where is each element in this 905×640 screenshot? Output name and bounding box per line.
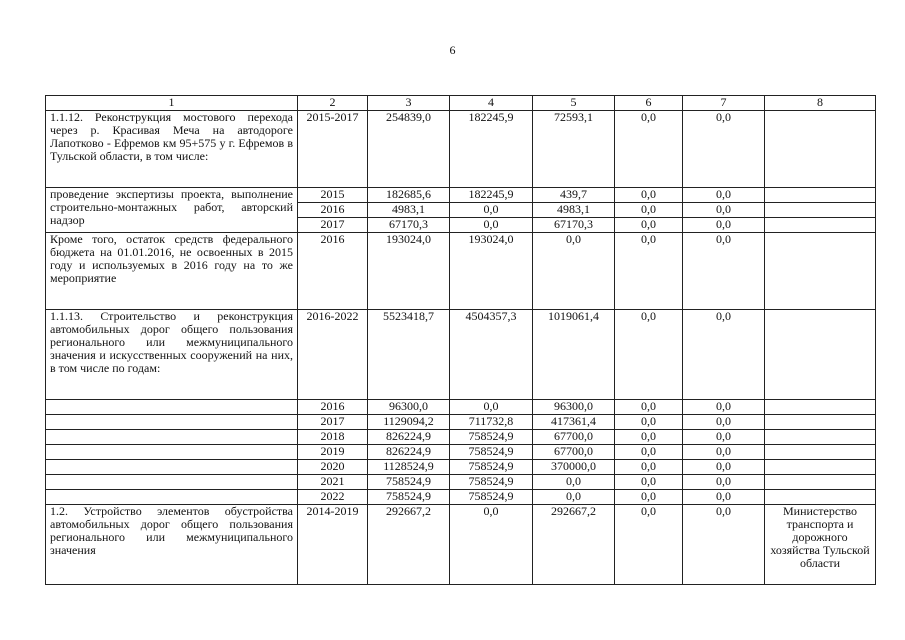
value-cell: 0,0: [615, 475, 683, 490]
value-cell: 0,0: [615, 400, 683, 415]
period-cell: 2017: [298, 415, 368, 430]
header-cell-6: 6: [615, 96, 683, 111]
value-cell: 4983,1: [533, 203, 615, 218]
header-cell-5: 5: [533, 96, 615, 111]
value-cell: 182245,9: [450, 111, 533, 188]
executor-cell: [765, 400, 876, 415]
header-cell-8: 8: [765, 96, 876, 111]
value-cell: 193024,0: [368, 233, 450, 310]
period-cell: 2020: [298, 460, 368, 475]
value-cell: 758524,9: [368, 490, 450, 505]
value-cell: 0,0: [450, 400, 533, 415]
value-cell: 96300,0: [533, 400, 615, 415]
value-cell: 758524,9: [450, 475, 533, 490]
value-cell: 0,0: [683, 430, 765, 445]
value-cell: 67170,3: [533, 218, 615, 233]
value-cell: 292667,2: [368, 505, 450, 585]
value-cell: 0,0: [533, 490, 615, 505]
budget-table: [45, 95, 876, 585]
value-cell: 0,0: [615, 310, 683, 400]
period-cell: 2018: [298, 430, 368, 445]
table-row: [46, 460, 876, 475]
value-cell: 67170,3: [368, 218, 450, 233]
value-cell: 292667,2: [533, 505, 615, 585]
executor-cell: [765, 310, 876, 400]
executor-cell: [765, 475, 876, 490]
value-cell: 439,7: [533, 188, 615, 203]
value-cell: 758524,9: [368, 475, 450, 490]
value-cell: 417361,4: [533, 415, 615, 430]
value-cell: 182245,9: [450, 188, 533, 203]
executor-cell: [765, 203, 876, 218]
period-cell: 2022: [298, 490, 368, 505]
header-cell-4: 4: [450, 96, 533, 111]
value-cell: 0,0: [615, 218, 683, 233]
value-cell: 0,0: [683, 505, 765, 585]
value-cell: 0,0: [615, 188, 683, 203]
value-cell: 0,0: [683, 233, 765, 310]
period-cell: 2016: [298, 203, 368, 218]
page-number: 6: [449, 43, 456, 57]
executor-cell: [765, 111, 876, 188]
row-description: [46, 445, 298, 460]
table-row: [46, 445, 876, 460]
value-cell: 758524,9: [450, 460, 533, 475]
value-cell: 711732,8: [450, 415, 533, 430]
value-cell: 826224,9: [368, 430, 450, 445]
table-row: [46, 188, 876, 203]
value-cell: 0,0: [615, 505, 683, 585]
period-cell: 2015-2017: [298, 111, 368, 188]
value-cell: 72593,1: [533, 111, 615, 188]
value-cell: 0,0: [683, 111, 765, 188]
value-cell: 254839,0: [368, 111, 450, 188]
period-cell: 2014-2019: [298, 505, 368, 585]
table-row: [46, 505, 876, 585]
table-row: [46, 475, 876, 490]
value-cell: 193024,0: [450, 233, 533, 310]
executor-cell: [765, 430, 876, 445]
table-row: [46, 310, 876, 400]
table-row: [46, 111, 876, 188]
value-cell: 370000,0: [533, 460, 615, 475]
period-cell: 2016: [298, 233, 368, 310]
value-cell: 758524,9: [450, 490, 533, 505]
value-cell: 0,0: [615, 460, 683, 475]
value-cell: 1019061,4: [533, 310, 615, 400]
row-description: 1.1.13. Строительство и реконструкция автомобильных дорог общего пользования регионального или межмуниципального значения и искусственных сооружений на них, в том числе по годам:: [46, 310, 298, 400]
value-cell: 67700,0: [533, 445, 615, 460]
executor-cell: [765, 490, 876, 505]
value-cell: 0,0: [683, 460, 765, 475]
executor-cell: [765, 188, 876, 203]
value-cell: 0,0: [615, 415, 683, 430]
value-cell: 0,0: [683, 203, 765, 218]
table-row: [46, 233, 876, 310]
row-description: [46, 490, 298, 505]
value-cell: 0,0: [683, 445, 765, 460]
row-description: [46, 430, 298, 445]
executor-cell: [765, 415, 876, 430]
value-cell: 0,0: [683, 188, 765, 203]
value-cell: 0,0: [683, 400, 765, 415]
value-cell: 0,0: [615, 111, 683, 188]
row-description: [46, 460, 298, 475]
row-description: [46, 400, 298, 415]
period-cell: 2015: [298, 188, 368, 203]
value-cell: 0,0: [533, 475, 615, 490]
period-cell: 2016: [298, 400, 368, 415]
executor-cell: [765, 445, 876, 460]
value-cell: 0,0: [615, 203, 683, 218]
executor-cell: [765, 218, 876, 233]
header-cell-7: 7: [683, 96, 765, 111]
value-cell: 0,0: [450, 218, 533, 233]
value-cell: 4983,1: [368, 203, 450, 218]
value-cell: 1128524,9: [368, 460, 450, 475]
executor-cell: [765, 460, 876, 475]
row-description: 1.1.12. Реконструкция мостового перехода через р. Красивая Меча на автодороге Лапотково - Ефремов км 95+575 у г. Ефремов в Тульской области, в том числе:: [46, 111, 298, 188]
value-cell: 0,0: [450, 203, 533, 218]
value-cell: 0,0: [450, 505, 533, 585]
header-cell-3: 3: [368, 96, 450, 111]
row-description: [46, 415, 298, 430]
period-cell: 2019: [298, 445, 368, 460]
header-cell-1: 1: [46, 96, 298, 111]
value-cell: 758524,9: [450, 445, 533, 460]
value-cell: 0,0: [615, 490, 683, 505]
value-cell: 5523418,7: [368, 310, 450, 400]
value-cell: 0,0: [683, 490, 765, 505]
row-description: [46, 475, 298, 490]
table-row: [46, 400, 876, 415]
period-cell: 2017: [298, 218, 368, 233]
row-description: 1.2. Устройство элементов обустройства автомобильных дорог общего пользования регионального или межмуниципального значения: [46, 505, 298, 585]
period-cell: 2021: [298, 475, 368, 490]
header-cell-2: 2: [298, 96, 368, 111]
period-cell: 2016-2022: [298, 310, 368, 400]
value-cell: 1129094,2: [368, 415, 450, 430]
table-row: [46, 415, 876, 430]
value-cell: 0,0: [533, 233, 615, 310]
table-row: [46, 490, 876, 505]
value-cell: 0,0: [683, 218, 765, 233]
value-cell: 4504357,3: [450, 310, 533, 400]
value-cell: 0,0: [683, 415, 765, 430]
value-cell: 0,0: [615, 233, 683, 310]
executor-cell: Министерство транспорта и дорожного хозяйства Тульской области: [765, 505, 876, 585]
row-description: Кроме того, остаток средств федерального бюджета на 01.01.2016, не освоенных в 2015 году и используемых в 2016 году на то же мероприятие: [46, 233, 298, 310]
value-cell: 758524,9: [450, 430, 533, 445]
value-cell: 0,0: [683, 310, 765, 400]
row-description: проведение экспертизы проекта, выполнение строительно-монтажных работ, авторский надзор: [46, 188, 298, 233]
value-cell: 96300,0: [368, 400, 450, 415]
value-cell: 0,0: [683, 475, 765, 490]
value-cell: 826224,9: [368, 445, 450, 460]
value-cell: 67700,0: [533, 430, 615, 445]
table-row: [46, 430, 876, 445]
value-cell: 0,0: [615, 445, 683, 460]
table-header-row: [46, 96, 876, 111]
value-cell: 182685,6: [368, 188, 450, 203]
executor-cell: [765, 233, 876, 310]
value-cell: 0,0: [615, 430, 683, 445]
